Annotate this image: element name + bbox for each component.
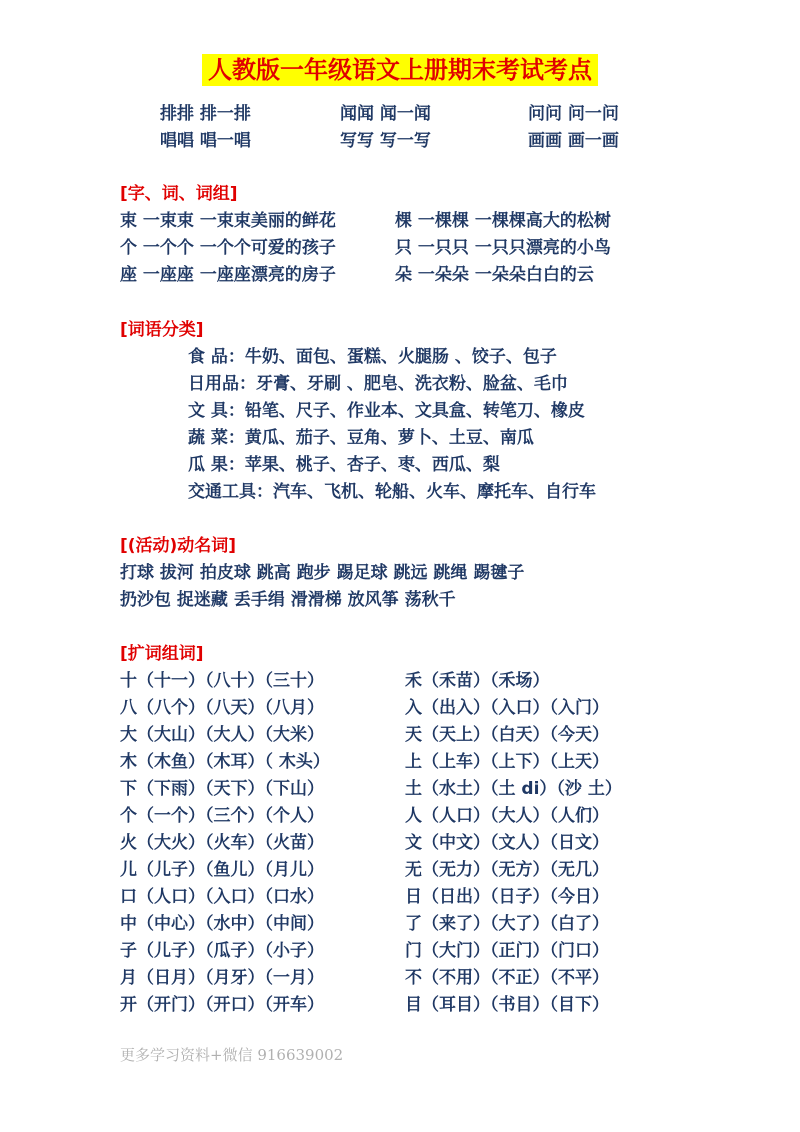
expand-word: 人（人口）（大人）（人们） xyxy=(405,806,609,826)
expand-word: 八（八个）（八天）（八月） xyxy=(120,698,324,718)
page-title: 人教版一年级语文上册期末考试考点 xyxy=(202,54,598,86)
expand-word: 天（天上）（白天）（今天） xyxy=(405,725,609,745)
repeat-word: 问问 问一问 xyxy=(528,104,619,124)
word-group: 朵 一朵朵 一朵朵白白的云 xyxy=(395,265,594,285)
expand-word: 火（大火）（火车）（火苗） xyxy=(120,833,324,853)
word-group: 座 一座座 一座座漂亮的房子 xyxy=(120,265,336,285)
category-row: 瓜 果：苹果、桃子、杏子、枣、西瓜、梨 xyxy=(188,455,500,475)
word-group: 只 一只只 一只只漂亮的小鸟 xyxy=(395,238,611,258)
activity-row: 打球 拔河 拍皮球 跳高 跑步 踢足球 跳远 跳绳 踢毽子 xyxy=(120,563,525,583)
expand-word: 儿（儿子）（鱼儿）（月儿） xyxy=(120,860,324,880)
expand-word: 下（下雨）（天下）（下山） xyxy=(120,779,324,799)
expand-word: 无（无力）（无方）（无几） xyxy=(405,860,609,880)
expand-word: 目（耳目）（书目）（目下） xyxy=(405,995,609,1015)
expand-word: 土（水土）（土 di）（沙 土） xyxy=(405,779,622,799)
expand-word: 中（中心）（水中）（中间） xyxy=(120,914,324,934)
category-row: 蔬 菜：黄瓜、茄子、豆角、萝卜、土豆、南瓜 xyxy=(188,428,534,448)
word-group: 束 一束束 一束束美丽的鲜花 xyxy=(120,211,336,231)
expand-word: 开（开门）（开口）（开车） xyxy=(120,995,324,1015)
expand-word: 口（人口）（入口）（口水） xyxy=(120,887,324,907)
activity-row: 扔沙包 捉迷藏 丢手绢 滑滑梯 放风筝 荡秋千 xyxy=(120,590,456,610)
expand-word: 了（来了）（大了）（白了） xyxy=(405,914,609,934)
expand-word: 禾（禾苗）（禾场） xyxy=(405,671,550,691)
expand-word: 门（大门）（正门）（门口） xyxy=(405,941,609,961)
footer-watermark: 更多学习资料+微信 916639002 xyxy=(120,1046,344,1064)
expand-word: 不（不用）（不正）（不平） xyxy=(405,968,609,988)
category-row: 文 具：铅笔、尺子、作业本、文具盒、转笔刀、橡皮 xyxy=(188,401,585,421)
expand-word: 日（日出）（日子）（今日） xyxy=(405,887,609,907)
expand-word: 入（出入）（入口）（入门） xyxy=(405,698,609,718)
category-row: 交通工具：汽车、飞机、轮船、火车、摩托车、自行车 xyxy=(188,482,596,502)
section-heading: [词语分类] xyxy=(120,320,204,340)
expand-word: 十（十一）（八十）（三十） xyxy=(120,671,324,691)
expand-word: 大（大山）（大人）（大米） xyxy=(120,725,324,745)
expand-word: 月（日月）（月牙）（一月） xyxy=(120,968,324,988)
repeat-word: 写写 写一写 xyxy=(340,131,431,151)
repeat-word: 排排 排一排 xyxy=(160,104,251,124)
page-title-wrap xyxy=(0,50,800,85)
expand-word: 子（儿子）（瓜子）（小子） xyxy=(120,941,324,961)
section-heading: [(活动)动名词] xyxy=(120,536,237,556)
section-heading: [字、词、词组] xyxy=(120,184,238,204)
repeat-word: 闻闻 闻一闻 xyxy=(340,104,431,124)
repeat-word: 画画 画一画 xyxy=(528,131,619,151)
expand-word: 木（木鱼）（木耳）（ 木头） xyxy=(120,752,330,772)
section-heading: [扩词组词] xyxy=(120,644,204,664)
repeat-word: 唱唱 唱一唱 xyxy=(160,131,251,151)
word-group: 个 一个个 一个个可爱的孩子 xyxy=(120,238,336,258)
category-row: 食 品：牛奶、面包、蛋糕、火腿肠 、饺子、包子 xyxy=(188,347,557,367)
expand-word: 上（上车）（上下）（上天） xyxy=(405,752,609,772)
category-row: 日用品：牙膏、牙刷 、肥皂、洗衣粉、脸盆、毛巾 xyxy=(188,374,568,394)
expand-word: 文（中文）（文人）（日文） xyxy=(405,833,609,853)
expand-word: 个（一个）（三个）（个人） xyxy=(120,806,324,826)
word-group: 棵 一棵棵 一棵棵高大的松树 xyxy=(395,211,611,231)
